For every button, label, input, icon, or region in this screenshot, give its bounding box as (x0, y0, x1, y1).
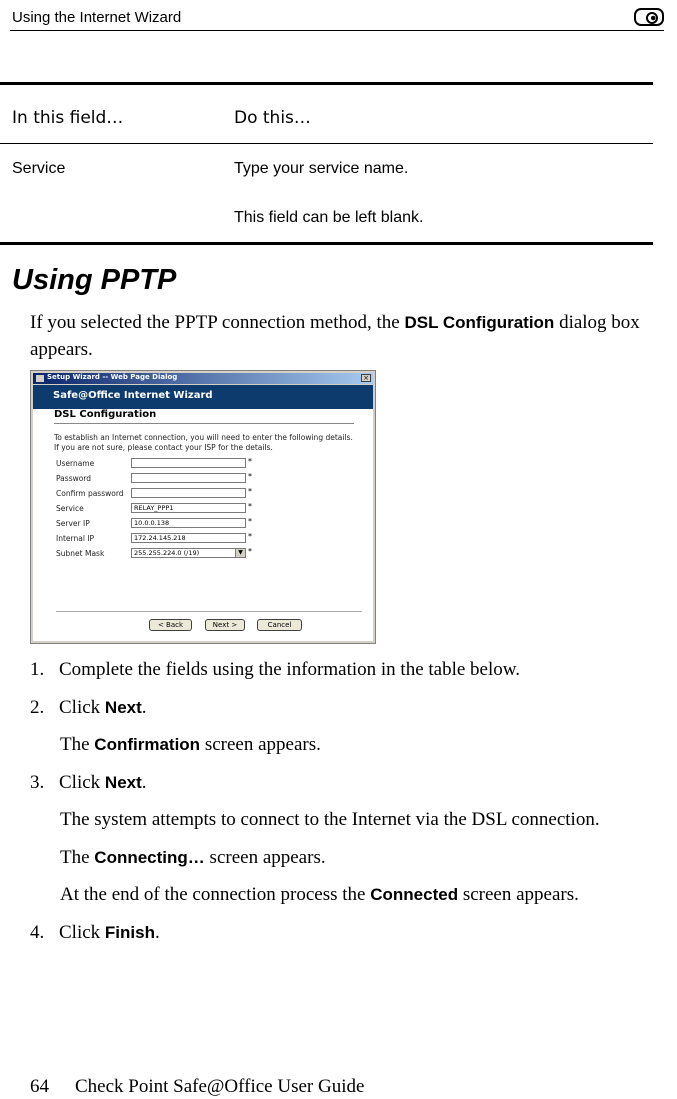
service-field: RELAY_PPP1 (131, 503, 246, 513)
required-mark: * (248, 457, 252, 466)
section-title: Using PPTP (12, 264, 177, 296)
field-label: Username (56, 459, 95, 468)
next-button: Next > (205, 619, 245, 631)
step-item: 4. Click Finish. (30, 922, 160, 943)
step-note: The Connecting… screen appears. (60, 847, 326, 868)
page-footer (30, 1076, 364, 1098)
close-icon: × (361, 374, 371, 382)
chevron-down-icon: ▼ (235, 549, 245, 557)
checkpoint-logo-icon (634, 8, 664, 26)
field-label: Password (56, 474, 92, 483)
wizard-banner (33, 385, 373, 409)
footer-divider (56, 611, 362, 612)
required-mark: * (248, 502, 252, 511)
table-header-rule (0, 143, 653, 144)
step-item: 3. Click Next. (30, 772, 147, 793)
section-intro: If you selected the PPTP connection method, the DSL Configuration dialog box appears. (30, 312, 640, 360)
field-label: Internal IP (56, 534, 95, 543)
window-icon (36, 375, 44, 382)
table-cell-action: Type your service name. (234, 160, 409, 177)
table-bottom-rule (0, 242, 653, 245)
required-mark: * (248, 517, 252, 526)
required-mark: * (248, 532, 252, 541)
required-mark: * (248, 472, 252, 481)
step-note: The Confirmation screen appears. (60, 734, 321, 755)
table-header-field: In this field… (12, 108, 124, 128)
page-number: 64 (30, 1076, 49, 1097)
heading-divider (54, 423, 354, 424)
step-item: 1. Complete the fields using the information in the table below. (30, 659, 521, 680)
step-note: The system attempts to connect to the Internet via the DSL connection. (60, 809, 600, 830)
field-label: Subnet Mask (56, 549, 105, 558)
footer-title: Check Point Safe@Office User Guide (75, 1076, 365, 1097)
dialog-titlebar (33, 373, 373, 384)
required-mark: * (248, 487, 252, 496)
dialog-window-title: Setup Wizard -- Web Page Dialog (47, 373, 178, 381)
step-note: At the end of the connection process the Connected screen appears. (60, 884, 579, 905)
subnet-mask-select (131, 548, 246, 558)
table-header-action: Do this… (234, 108, 311, 128)
wizard-banner-title: Safe@Office Internet Wizard (53, 390, 213, 401)
back-button: < Back (149, 619, 192, 631)
server-ip-field: 10.0.0.138 (131, 518, 246, 528)
field-label: Server IP (56, 519, 90, 528)
cancel-button: Cancel (257, 619, 302, 631)
dialog-intro: To establish an Internet connection, you will need to enter the following details. If you are not sure, please contact your ISP for the details. (54, 433, 353, 452)
dialog-heading: DSL Configuration (54, 409, 157, 420)
table-cell-note: This field can be left blank. (234, 209, 424, 226)
field-label: Confirm password (56, 489, 124, 498)
field-label: Service (56, 504, 84, 513)
page-header (10, 8, 664, 31)
table-top-rule (0, 82, 653, 85)
header-title: Using the Internet Wizard (12, 9, 182, 26)
username-field (131, 458, 246, 468)
password-field (131, 473, 246, 483)
confirm-password-field (131, 488, 246, 498)
dsl-configuration-screenshot (30, 370, 376, 644)
subnet-mask-value: 255.255.224.0 (/19) (134, 549, 200, 557)
internal-ip-field: 172.24.145.218 (131, 533, 246, 543)
required-mark: * (248, 547, 252, 556)
step-item: 2. Click Next. (30, 697, 147, 718)
table-cell-field: Service (12, 160, 66, 177)
